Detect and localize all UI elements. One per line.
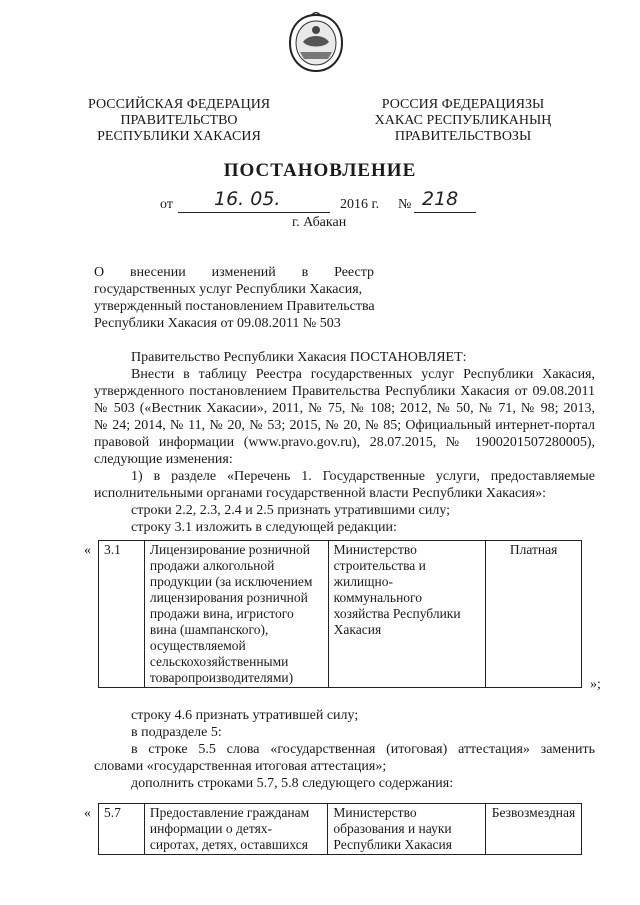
cell-line: Министерство xyxy=(333,805,417,820)
cell-line: хозяйства Республики xyxy=(333,606,461,621)
cell-line: товаропроизводителями) xyxy=(149,670,294,685)
header-left-line: РОССИЙСКАЯ ФЕДЕРАЦИЯ xyxy=(88,97,271,112)
handwritten-date: 16. 05. xyxy=(214,188,281,210)
registry-table-row-5-7 xyxy=(98,803,582,855)
cell-line: продажи алкогольной xyxy=(149,558,275,573)
paragraph-line: строку 4.6 признать утратившей силу; xyxy=(131,708,359,723)
cell-line: строительства и xyxy=(333,558,426,573)
cell-line: лицензирования розничной xyxy=(149,590,308,605)
cell-line: сельскохозяйственными xyxy=(149,654,289,669)
paragraph-line: № 24; 2014, № 11, № 20, № 53; 2015, № 20, № 85; Официальный интернет-портал xyxy=(94,418,595,433)
cell-line: продажи вина, игристого xyxy=(149,606,294,621)
fee-cell: Безвозмездная xyxy=(485,804,581,855)
number-sign: № xyxy=(398,197,412,212)
row-number: 3.1 xyxy=(99,541,145,688)
paragraph-line: в подразделе 5: xyxy=(131,725,222,740)
subject-line: государственных услуг Республики Хакасия, xyxy=(94,282,363,297)
cell-line: жилищно- xyxy=(333,574,394,589)
agency-cell xyxy=(328,804,486,855)
service-name-cell xyxy=(144,804,328,855)
table-row xyxy=(99,804,582,855)
row-number: 5.7 xyxy=(99,804,145,855)
paragraph-line: 1) в разделе «Перечень 1. Государственные услуги, предоставляемые xyxy=(131,469,595,484)
close-quote: »; xyxy=(590,677,601,692)
cell-line: продукции (за исключением xyxy=(149,574,313,589)
paragraph-line: исполнительными органами государственной власти Республики Хакасия»: xyxy=(94,486,547,501)
paragraph-line: № 503 («Вестник Хакасии», 2011, № 75, № 108; 2012, № 50, № 71, № 98; 2013, xyxy=(94,401,595,416)
open-quote: « xyxy=(84,806,91,821)
document-title: ПОСТАНОВЛЕНИЕ xyxy=(223,160,417,181)
header-left-line: РЕСПУБЛИКИ ХАКАСИЯ xyxy=(97,129,261,144)
cell-line: Республики Хакасия xyxy=(333,837,452,852)
service-name-cell xyxy=(144,541,328,688)
open-quote: « xyxy=(84,543,91,558)
date-underline xyxy=(178,212,330,213)
paragraph-line: словами «государственная итоговая аттестация»; xyxy=(94,759,387,774)
table-row xyxy=(99,541,582,688)
cell-line: сиротах, детях, оставшихся xyxy=(149,837,308,852)
header-right-line: ПРАВИТЕЛЬСТВОЗЫ xyxy=(394,129,532,144)
cell-line: Хакасия xyxy=(333,622,382,637)
resolution-intro: Правительство Республики Хакасия ПОСТАНОВЛЯЕТ: xyxy=(131,350,467,365)
registry-table-row-3-1 xyxy=(98,540,582,688)
subject-line: О внесении изменений в Реестр xyxy=(94,265,374,280)
cell-line: Лицензирование розничной xyxy=(149,542,311,557)
cell-line: Министерство xyxy=(333,542,417,557)
cell-line: вина (шампанского), xyxy=(149,622,269,637)
city: г. Абакан xyxy=(292,215,347,230)
date-prefix: от xyxy=(160,197,173,212)
subject-line: утвержденный постановлением Правительства xyxy=(94,299,375,314)
handwritten-number: 218 xyxy=(422,188,459,210)
paragraph-line: в строке 5.5 слова «государственная (итоговая) аттестация» заменить xyxy=(131,742,595,757)
paragraph-line: Внести в таблицу Реестра государственных услуг Республики Хакасия, xyxy=(131,367,595,382)
fee-cell: Платная xyxy=(486,541,582,688)
paragraph-line: строку 3.1 изложить в следующей редакции: xyxy=(131,520,397,535)
header-left-line: ПРАВИТЕЛЬСТВО xyxy=(120,113,238,128)
cell-line: информации о детях- xyxy=(149,821,273,836)
paragraph-line: правовой информации (www.pravo.gov.ru), 28.07.2015, № 1900201507280005), xyxy=(94,435,595,450)
cell-line: Предоставление гражданам xyxy=(149,805,310,820)
agency-cell xyxy=(328,541,486,688)
paragraph-line: утвержденного постановлением Правительства Республики Хакасия от 09.08.2011 xyxy=(94,384,595,399)
header-right-line: РОССИЯ ФЕДЕРАЦИЯЗЫ xyxy=(381,97,545,112)
paragraph-line: дополнить строками 5.7, 5.8 следующего содержания: xyxy=(131,776,454,791)
paragraph-line: строки 2.2, 2.3, 2.4 и 2.5 признать утратившими силу; xyxy=(131,503,451,518)
coat-of-arms-emblem xyxy=(286,12,346,74)
cell-line: образования и науки xyxy=(333,821,452,836)
paragraph-line: следующие изменения: xyxy=(94,452,233,467)
header-right-line: ХАКАС РЕСПУБЛИКАНЫҢ xyxy=(374,113,552,128)
year-text: 2016 г. xyxy=(340,197,380,212)
cell-line: осуществляемой xyxy=(149,638,246,653)
cell-line: коммунального xyxy=(333,590,422,605)
subject-line: Республики Хакасия от 09.08.2011 № 503 xyxy=(94,316,341,331)
number-underline xyxy=(414,212,476,213)
